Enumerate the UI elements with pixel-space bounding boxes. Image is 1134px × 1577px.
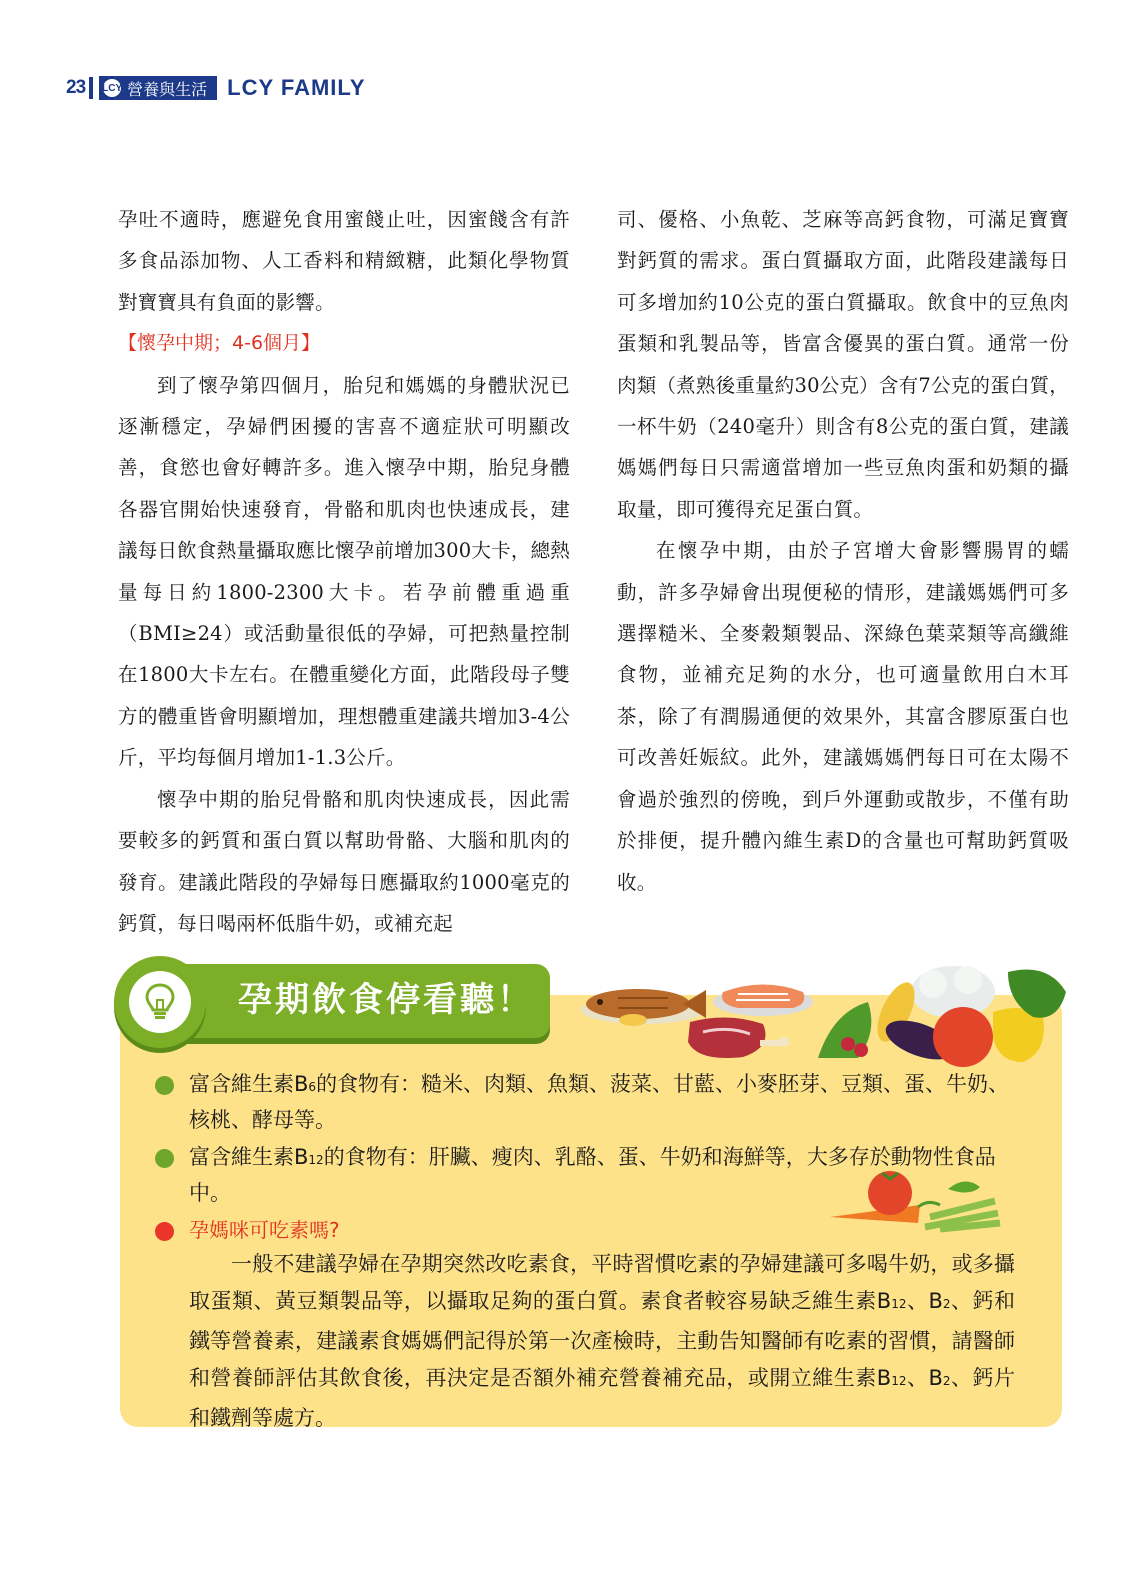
lcy-logo-icon: LCY: [103, 79, 121, 97]
section-subheading: 【懷孕中期；4-6個月】: [118, 332, 321, 355]
list-item: 富含維生素B6的食物有：糙米、肉類、魚類、菠菜、甘藍、小麥胚芽、豆類、蛋、牛奶、核桃、酵母等。: [155, 1068, 1015, 1137]
bullet-icon: [155, 1222, 174, 1241]
brand-name: LCY FAMILY: [227, 75, 366, 100]
tip-icon-ring: [114, 956, 206, 1048]
paragraph: 孕吐不適時，應避免食用蜜餞止吐，因蜜餞含有許多食品添加物、人工香料和精緻糖，此類化學物質對寶寶具有負面的影響。: [118, 208, 570, 314]
food-illustrations: [578, 962, 1068, 1070]
page-header: [66, 75, 366, 101]
section-tag: [99, 76, 217, 100]
left-column: [118, 199, 570, 944]
question-title: 孕媽咪可吃素嗎?: [189, 1218, 340, 1242]
page-number: 23: [66, 77, 86, 98]
header-divider: [89, 77, 93, 99]
paragraph: 到了懷孕第四個月，胎兒和媽媽的身體狀況已逐漸穩定，孕婦們困擾的害喜不適症狀可明顯改善，食慾也會好轉許多。進入懷孕中期，胎兒身體各器官開始快速發育，骨骼和肌肉也快速成長，建議每日飲食熱量攝取應比懷孕前增加300大卡，總熱量每日約1800-2300大卡。若孕前體重過重（BMI≥24）或活動量很低的孕婦，可把熱量控制在1800大卡左右。在體重變化方面，此階段母子雙方的體重皆會明顯增加，理想體重建議共增加3-4公斤，平均每個月增加1-1.3公斤。: [118, 373, 570, 770]
bullet-icon: [155, 1149, 174, 1168]
tip-title: 孕期飲食停看聽！: [238, 980, 534, 1020]
fish-illustration: [581, 989, 706, 1026]
paragraph: 在懷孕中期，由於子宮增大會影響腸胃的蠕動，許多孕婦會出現便秘的情形，建議媽媽們可多選擇糙米、全麥穀類製品、深綠色葉菜類等高纖維食物，並補充足夠的水分，也可適量飲用白木耳茶，除了有潤腸通便的效果外，其富含膠原蛋白也可改善妊娠紋。此外，建議媽媽們每日可在太陽不會過於強烈的傍晚，到戶外運動或散步，不僅有助於排便，提升體內維生素D的含量也可幫助鈣質吸收。: [617, 539, 1069, 894]
salmon-steak-illustration: [713, 985, 813, 1017]
paragraph: 懷孕中期的胎兒骨骼和肌肉快速成長，因此需要較多的鈣質和蛋白質以幫助骨骼、大腦和肌肉的發育。建議此階段的孕婦每日應攝取約1000毫克的鈣質，每日喝兩杯低脂牛奶，或補充起: [118, 787, 570, 935]
list-item: [155, 1214, 1015, 1437]
tip-header: [114, 956, 552, 1048]
section-title: 營養與生活: [127, 79, 208, 99]
vegetables-illustration: [818, 966, 1066, 1067]
list-item: 富含維生素B12的食物有：肝臟、瘦肉、乳酪、蛋、牛奶和海鮮等，大多存於動物性食品中。: [155, 1141, 1015, 1210]
paragraph: 司、優格、小魚乾、芝麻等高鈣食物，可滿足寶寶對鈣質的需求。蛋白質攝取方面，此階段建議每日可多增加約10公克的蛋白質攝取。飲食中的豆魚肉蛋類和乳製品等，皆富含優異的蛋白質。通常一份肉類（煮熟後重量約30公克）含有7公克的蛋白質，一杯牛奶（240毫升）則含有8公克的蛋白質，建議媽媽們每日只需適當增加一些豆魚肉蛋和奶類的攝取量，即可獲得充足蛋白質。: [617, 208, 1069, 521]
bullet-icon: [155, 1076, 174, 1095]
tip-list: [155, 1068, 1015, 1441]
meat-illustration: [688, 1017, 789, 1058]
right-column: [617, 199, 1069, 903]
answer-text: 一般不建議孕婦在孕期突然改吃素食，平時習慣吃素的孕婦建議可多喝牛奶，或多攝取蛋類、黃豆類製品等，以攝取足夠的蛋白質。素食者較容易缺乏維生素B12、B2、鈣和鐵等營養素，建議素食媽媽們記得於第一次產檢時，主動告知醫師有吃素的習慣，請醫師和營養師評估其飲食後，再決定是否額外補充營養補充品，或開立維生素B12、B2、鈣片和鐵劑等處方。: [189, 1252, 1015, 1430]
lightbulb-icon: [129, 971, 191, 1033]
